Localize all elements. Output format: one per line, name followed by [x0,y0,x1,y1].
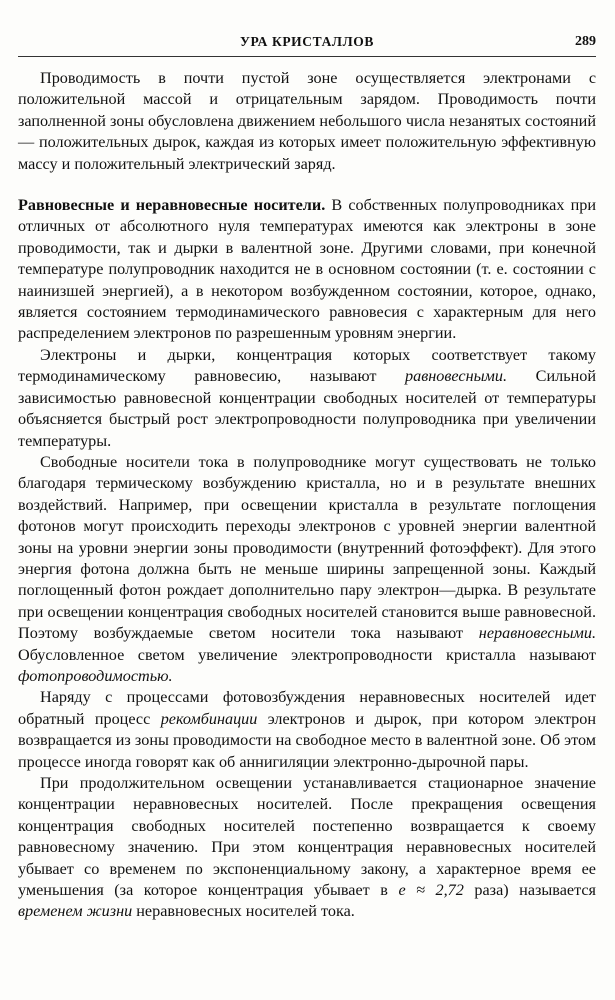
paragraph-4-text-a: Свободные носители тока в полупроводнике могут существовать не только благодаря термическому возбуждению кристалла, но и в результате внешних воздействий. Например, при освещении кристалла в результате поглощения фотонов могут происходить переходы электронов с уровней энергии валентной зоны на уровни энергии зоны проводимости (внутренний фотоэффект). Для этого энергия фотона должна быть не меньше ширины запрещенной зоны. Каждый поглощенный фотон рождает дополнительно пару электрон—дырка. В результате при освещении концентрация свободных носителей становится выше равновесной. Поэтому возбуждаемые светом носители тока называют [18,452,596,643]
paragraph-3 [18,345,596,452]
paragraph-5 [18,687,596,773]
paragraph-5-text-a: Наряду с процессами фотовозбуждения неравновесных носителей идет обратный процесс [18,688,596,728]
book-page [18,0,596,1000]
paragraph-4 [18,452,596,687]
term-recombination: рекомбинации [160,709,258,728]
header-rule [18,56,596,57]
paragraph-6-text-b: раза) называется [463,881,596,900]
term-equilibrium: равновесными. [405,367,508,386]
paragraph-5-text-b: электронов и дырок, при котором электрон возвращается из зоны проводимости на свободное место в валентной зоне. Об этом процессе иногда говорят как об аннигиляции электронно-дырочной пары. [18,709,597,771]
term-photoconductivity: фотопроводимостью. [18,666,173,685]
term-lifetime: временем жизни [18,902,133,921]
formula-e: e ≈ 2,72 [398,881,464,900]
paragraph-6-text-c: неравновесных носителей тока. [132,902,355,921]
running-header [18,34,596,56]
paragraph-6 [18,773,596,923]
section-heading: Равновесные и неравновесные носители. [18,196,326,215]
running-header-title: УРА КРИСТАЛЛОВ [240,34,374,49]
paragraph-3-text-b: Сильной зависимостью равновесной концентрации свободных носителей от температуры объясняется быстрый рост электропроводности полупроводника при увеличении температуры. [18,367,596,450]
page-number: 289 [575,34,596,49]
paragraph-2-text: В собственных полупроводниках при отличных от абсолютного нуля температурах имеются как электроны в зоне проводимости, так и дырки в валентной зоне. Другими словами, при конечной температуре полупроводник находится не в основном состоянии (т. е. состоянии с наинизшей энергией), а в некотором возбужденном состоянии, которое, однако, является состоянием термодинамического равновесия с характерным для него распределением электронов по разрешенным уровням энергии. [18,196,596,343]
term-nonequilibrium: неравновесными. [478,624,596,643]
paragraph-6-text-a: При продолжительном освещении устанавливается стационарное значение концентрации неравновесных носителей. После прекращения освещения концентрация свободных носителей постепенно возвращается к своему равновесному значению. При этом концентрация неравновесных носителей убывает со временем по экспоненциальному закону, а характерное время ее уменьшения (за которое концентрация убывает в [18,774,596,900]
body-text [18,68,596,923]
paragraph-2 [18,195,596,345]
paragraph-3-text-a: Электроны и дырки, концентрация которых соответствует такому термодинамическому равновесию, называют [18,345,596,386]
paragraph-1: Проводимость в почти пустой зоне осуществляется электронами с положительной массой и отрицательным зарядом. Проводимость почти заполненной зоны обусловлена движением небольшого числа незанятых состояний — положительных дырок, каждая из которых имеет положительную эффективную массу и положительный электрический заряд. [18,69,596,173]
paragraph-4-text-b: Обусловленное светом увеличение электропроводности кристалла называют [18,645,596,664]
